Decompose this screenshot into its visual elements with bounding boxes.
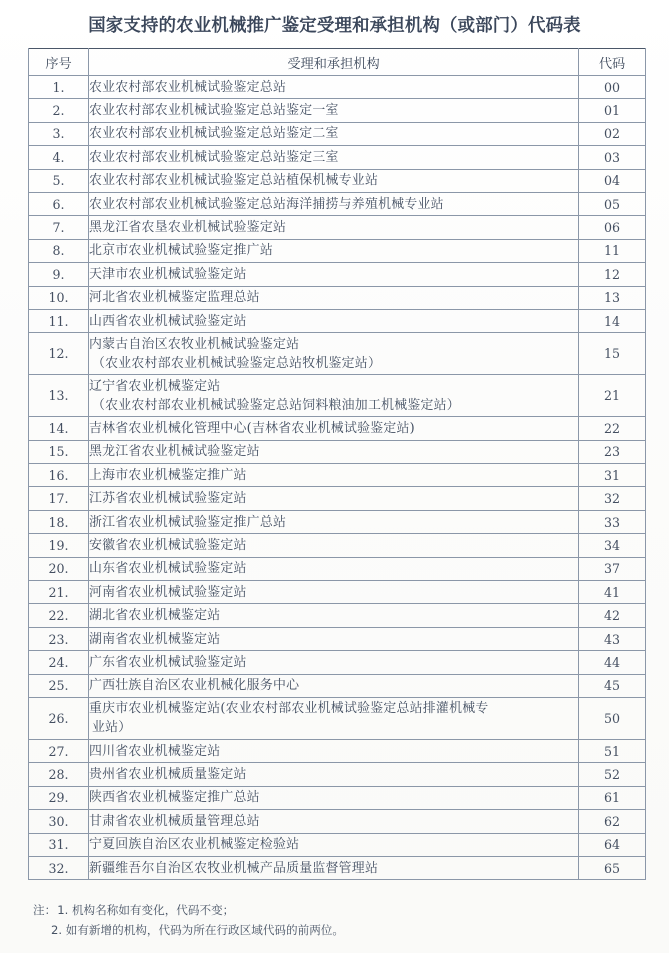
agency-name	[89, 674, 579, 697]
table-row	[29, 122, 646, 145]
row-number: 17.	[29, 487, 89, 510]
table-row	[29, 99, 646, 122]
row-number: 23.	[29, 627, 89, 650]
agency-name	[89, 440, 579, 463]
agency-name	[89, 786, 579, 809]
agency-code: 01	[579, 99, 646, 122]
row-number: 32.	[29, 856, 89, 879]
agency-code: 33	[579, 510, 646, 533]
table-header-row	[29, 49, 646, 76]
agency-code: 22	[579, 417, 646, 440]
agency-code: 45	[579, 674, 646, 697]
agency-code: 31	[579, 464, 646, 487]
agency-name	[89, 333, 579, 375]
table-row	[29, 169, 646, 192]
row-number: 25.	[29, 674, 89, 697]
agency-name	[89, 534, 579, 557]
row-number: 2.	[29, 99, 89, 122]
agency-code: 13	[579, 286, 646, 309]
row-number: 18.	[29, 510, 89, 533]
agency-code: 41	[579, 581, 646, 604]
agency-name-line: 农业农村部农业机械试验鉴定总站	[89, 79, 287, 95]
table-row	[29, 440, 646, 463]
agency-name-line: 内蒙古自治区农牧业机械试验鉴定站	[89, 336, 300, 352]
row-number: 27.	[29, 739, 89, 762]
row-number: 12.	[29, 333, 89, 375]
code-table-container	[28, 48, 645, 880]
agency-name	[89, 697, 579, 739]
agency-code: 44	[579, 651, 646, 674]
row-number: 6.	[29, 192, 89, 215]
notes-label: 注：	[33, 903, 57, 917]
table-row	[29, 263, 646, 286]
note-line-2	[33, 920, 633, 940]
agency-name	[89, 417, 579, 440]
agency-name-line: 甘肃省农业机械质量管理总站	[89, 813, 260, 829]
agency-name	[89, 810, 579, 833]
table-row	[29, 763, 646, 786]
agency-name-line: 上海市农业机械鉴定推广站	[89, 467, 247, 483]
agency-name	[89, 763, 579, 786]
agency-name	[89, 557, 579, 580]
row-number: 28.	[29, 763, 89, 786]
agency-name-line: 农业农村部农业机械试验鉴定总站海洋捕捞与养殖机械专业站	[89, 196, 444, 212]
table-row	[29, 581, 646, 604]
agency-code: 32	[579, 487, 646, 510]
agency-name-line: 广西壮族自治区农业机械化服务中心	[89, 678, 300, 694]
agency-name	[89, 833, 579, 856]
agency-name	[89, 286, 579, 309]
agency-name-line: 陕西省农业机械鉴定推广总站	[89, 790, 260, 806]
agency-name-line: 农业农村部农业机械试验鉴定总站鉴定一室	[89, 103, 339, 119]
agency-name-line: 贵州省农业机械质量鉴定站	[89, 767, 247, 783]
table-row	[29, 739, 646, 762]
agency-code: 52	[579, 763, 646, 786]
agency-name-line: 农业农村部农业机械试验鉴定总站鉴定三室	[89, 149, 339, 165]
agency-name-line: 湖北省农业机械鉴定站	[89, 608, 221, 624]
table-row	[29, 510, 646, 533]
agency-name	[89, 651, 579, 674]
agency-code: 02	[579, 122, 646, 145]
agency-name-line: 黑龙江省农垦农业机械试验鉴定站	[89, 220, 287, 236]
agency-name	[89, 627, 579, 650]
table-row	[29, 375, 646, 417]
agency-code: 11	[579, 239, 646, 262]
table-row	[29, 833, 646, 856]
agency-name-line: 黑龙江省农业机械试验鉴定站	[89, 444, 260, 460]
row-number: 10.	[29, 286, 89, 309]
note-text-2: 2. 如有新增的机构，代码为所在行政区域代码的前两位。	[51, 923, 344, 937]
table-row	[29, 557, 646, 580]
agency-code: 00	[579, 76, 646, 99]
row-number: 8.	[29, 239, 89, 262]
row-number: 29.	[29, 786, 89, 809]
table-body	[29, 76, 646, 880]
agency-name-line: （农业农村部农业机械试验鉴定总站饲料粮油加工机械鉴定站）	[92, 397, 460, 413]
table-row	[29, 309, 646, 332]
agency-name-line: 浙江省农业机械试验鉴定推广总站	[89, 514, 287, 530]
row-number: 3.	[29, 122, 89, 145]
table-row	[29, 651, 646, 674]
agency-name	[89, 263, 579, 286]
agency-code: 03	[579, 146, 646, 169]
row-number: 13.	[29, 375, 89, 417]
table-row	[29, 216, 646, 239]
row-number: 4.	[29, 146, 89, 169]
agency-code: 42	[579, 604, 646, 627]
agency-name	[89, 487, 579, 510]
agency-code: 61	[579, 786, 646, 809]
row-number: 16.	[29, 464, 89, 487]
agency-name-line: 四川省农业机械鉴定站	[89, 743, 221, 759]
row-number: 14.	[29, 417, 89, 440]
agency-name-line: 山西省农业机械试验鉴定站	[89, 313, 247, 329]
agency-name-line: 辽宁省农业机械鉴定站	[89, 378, 221, 394]
row-number: 22.	[29, 604, 89, 627]
agency-name	[89, 99, 579, 122]
table-row	[29, 333, 646, 375]
row-number: 24.	[29, 651, 89, 674]
agency-name-line: 重庆市农业机械鉴定站(农业农村部农业机械试验鉴定总站排灌机械专	[89, 701, 489, 717]
agency-code: 65	[579, 856, 646, 879]
notes-section	[33, 900, 633, 940]
agency-code: 15	[579, 333, 646, 375]
agency-code-table	[28, 48, 646, 880]
agency-code: 50	[579, 697, 646, 739]
agency-name	[89, 604, 579, 627]
row-number: 7.	[29, 216, 89, 239]
agency-code: 43	[579, 627, 646, 650]
row-number: 15.	[29, 440, 89, 463]
agency-name-line: 山东省农业机械试验鉴定站	[89, 561, 247, 577]
row-number: 21.	[29, 581, 89, 604]
agency-name-line: 河南省农业机械试验鉴定站	[89, 584, 247, 600]
table-row	[29, 239, 646, 262]
agency-name-line: 安徽省农业机械试验鉴定站	[89, 537, 247, 553]
row-number: 9.	[29, 263, 89, 286]
agency-name	[89, 581, 579, 604]
agency-code: 12	[579, 263, 646, 286]
agency-code: 62	[579, 810, 646, 833]
table-row	[29, 146, 646, 169]
table-row	[29, 856, 646, 879]
row-number: 31.	[29, 833, 89, 856]
row-number: 11.	[29, 309, 89, 332]
note-line-1	[33, 900, 633, 920]
table-row	[29, 786, 646, 809]
agency-name-line: 北京市农业机械试验鉴定推广站	[89, 243, 273, 259]
row-number: 26.	[29, 697, 89, 739]
page-title: 国家支持的农业机械推广鉴定受理和承担机构（或部门）代码表	[88, 16, 581, 36]
table-row	[29, 192, 646, 215]
agency-code: 14	[579, 309, 646, 332]
agency-name-line: 业站）	[92, 720, 132, 736]
column-header-agency: 受理和承担机构	[89, 49, 579, 76]
table-row	[29, 464, 646, 487]
agency-name	[89, 169, 579, 192]
table-row	[29, 697, 646, 739]
column-header-number: 序号	[29, 49, 89, 76]
agency-name	[89, 510, 579, 533]
agency-code: 06	[579, 216, 646, 239]
agency-name	[89, 739, 579, 762]
agency-code: 37	[579, 557, 646, 580]
row-number: 20.	[29, 557, 89, 580]
column-header-code: 代码	[579, 49, 646, 76]
agency-code: 04	[579, 169, 646, 192]
table-row	[29, 604, 646, 627]
table-row	[29, 534, 646, 557]
table-row	[29, 487, 646, 510]
table-row	[29, 286, 646, 309]
table-row	[29, 627, 646, 650]
agency-code: 64	[579, 833, 646, 856]
agency-name	[89, 146, 579, 169]
row-number: 1.	[29, 76, 89, 99]
table-row	[29, 674, 646, 697]
table-row	[29, 417, 646, 440]
agency-name-line: 农业农村部农业机械试验鉴定总站鉴定二室	[89, 126, 339, 142]
agency-name-line: 广东省农业机械试验鉴定站	[89, 654, 247, 670]
agency-name	[89, 216, 579, 239]
agency-name-line: 新疆维吾尔自治区农牧业机械产品质量监督管理站	[89, 860, 379, 876]
agency-name-line: 天津市农业机械试验鉴定站	[89, 266, 247, 282]
agency-name-line: 农业农村部农业机械试验鉴定总站植保机械专业站	[89, 173, 379, 189]
agency-name	[89, 192, 579, 215]
agency-code: 51	[579, 739, 646, 762]
table-header	[29, 49, 646, 76]
agency-code: 21	[579, 375, 646, 417]
agency-name-line: 湖南省农业机械鉴定站	[89, 631, 221, 647]
row-number: 5.	[29, 169, 89, 192]
agency-name	[89, 122, 579, 145]
table-row	[29, 76, 646, 99]
agency-name-line: 江苏省农业机械试验鉴定站	[89, 491, 247, 507]
agency-code: 23	[579, 440, 646, 463]
row-number: 30.	[29, 810, 89, 833]
agency-name	[89, 856, 579, 879]
agency-name	[89, 464, 579, 487]
table-row	[29, 810, 646, 833]
agency-name-line: 吉林省农业机械化管理中心(吉林省农业机械试验鉴定站)	[89, 420, 415, 436]
agency-code: 05	[579, 192, 646, 215]
agency-name-line: 宁夏回族自治区农业机械鉴定检验站	[89, 837, 300, 853]
agency-code: 34	[579, 534, 646, 557]
note-text-1: 1. 机构名称如有变化，代码不变；	[57, 903, 235, 917]
row-number: 19.	[29, 534, 89, 557]
agency-name	[89, 309, 579, 332]
agency-name	[89, 76, 579, 99]
agency-name	[89, 239, 579, 262]
agency-name-line: （农业农村部农业机械试验鉴定总站牧机鉴定站）	[92, 355, 382, 371]
agency-name-line: 河北省农业机械鉴定监理总站	[89, 290, 260, 306]
agency-name	[89, 375, 579, 417]
